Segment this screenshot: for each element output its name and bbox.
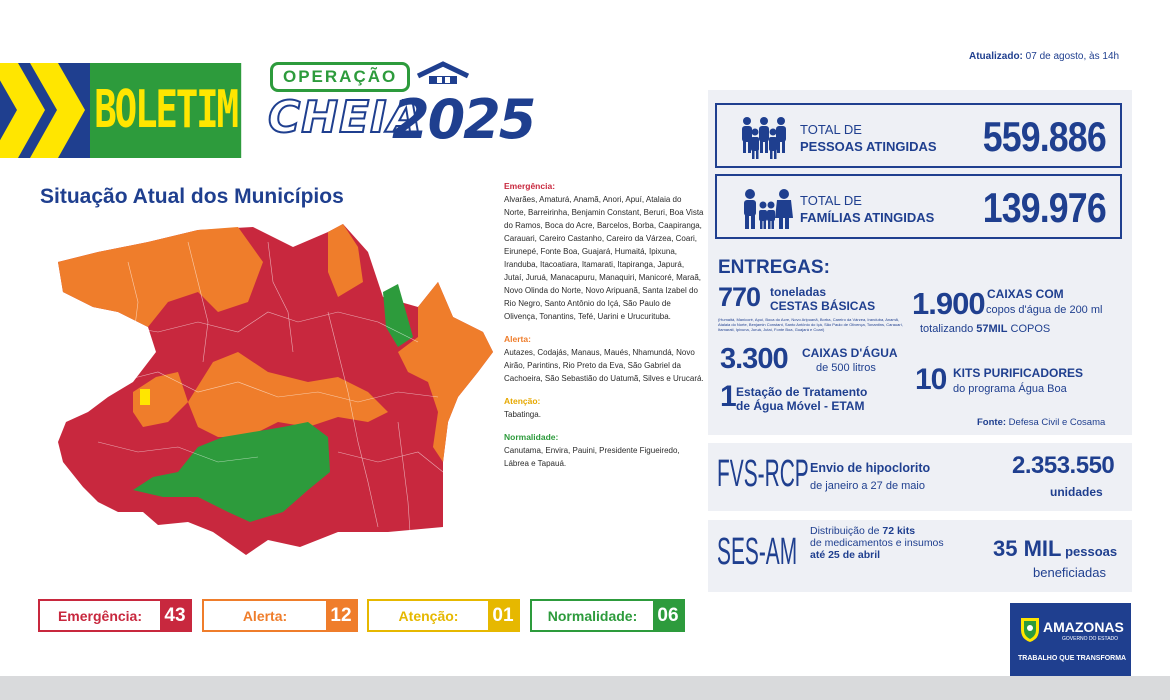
year-label: 2025: [392, 88, 535, 151]
house-icon: [414, 60, 472, 90]
fvs-line2: de janeiro a 27 de maio: [810, 480, 925, 492]
ses-org-label: SES-AM: [717, 531, 798, 573]
entregas-title: ENTREGAS:: [718, 257, 830, 278]
counter-alerta: Alerta: 12: [202, 599, 358, 632]
cestas-municipios: (Humaitá, Manicoré, Apuí, Boca do Acre, Novo Aripuanã, Borba, Careiro da Várzea, Iranduba, Anamã, Atalaia do Norte, Benjamin Constant, Santo Antônio do Içá, São Paulo de Olivença, Tonantins, Carauari, Itamarati, Ipixuna, Juruá, Jutaí, Fonte Boa, Guajará e Coari): [718, 317, 903, 332]
map-title: Situação Atual dos Municípios: [40, 185, 344, 208]
ses-value-line: 35 MIL pessoas: [993, 536, 1118, 561]
updated-info: Atualizado: 07 de agosto, às 14h: [969, 51, 1120, 62]
chevron-arrows-icon: [0, 63, 95, 158]
counter-normalidade: Normalidade: 06: [530, 599, 685, 632]
atencao-section: Atenção: Tabatinga.: [504, 396, 541, 419]
copos-title: CAIXAS COM: [987, 287, 1064, 301]
fvs-unit: unidades: [1050, 485, 1103, 499]
amazonas-logo: [1010, 603, 1131, 683]
ses-desc: Distribuição de 72 kits de medicamentos e insumos até 25 de abril: [810, 525, 944, 561]
fvs-org-label: FVS-RCP: [717, 453, 809, 495]
kits-desc: do programa Água Boa: [953, 383, 1067, 395]
logo-name: AMAZONAS: [1043, 619, 1124, 635]
copos-number: 1.900: [912, 286, 985, 321]
counter-emergencia: Emergência: 43: [38, 599, 192, 632]
pessoas-label: TOTAL DE PESSOAS ATINGIDAS: [800, 122, 937, 154]
caixas-number: 3.300: [720, 343, 788, 375]
boletim-title: BOLETIM: [90, 63, 241, 158]
family-icon: [741, 188, 793, 230]
copos-desc: copos d'água de 200 ml: [986, 304, 1103, 316]
familias-value: 139.976: [982, 184, 1106, 231]
coat-of-arms-icon: [1018, 615, 1042, 643]
pessoas-value: 559.886: [982, 113, 1106, 160]
caixas-desc: de 500 litros: [816, 362, 876, 374]
familias-box: [715, 174, 1122, 239]
alerta-section: Alerta: Autazes, Codajás, Manaus, Maués, Nhamundá, Novo Airão, Parintins, Rio Preto da Eva, São Gabriel da Cachoeira, São Sebastião do Uatumã, Silves e Urucará.: [504, 334, 704, 383]
caixas-title: CAIXAS D'ÁGUA: [802, 346, 898, 360]
operacao-label: OPERAÇÃO: [270, 62, 410, 92]
kits-number: 10: [915, 363, 947, 396]
source-note: Fonte: Defesa Civil e Cosama: [977, 417, 1106, 428]
region-atencao: [140, 389, 150, 405]
familias-label: TOTAL DE FAMÍLIAS ATINGIDAS: [800, 193, 935, 225]
pessoas-box: [715, 103, 1122, 168]
kits-title: KITS PURIFICADORES: [953, 366, 1084, 380]
fvs-line1: Envio de hipoclorito: [810, 461, 931, 475]
footer-bar: [0, 676, 1170, 700]
cestas-number: 770: [718, 282, 761, 312]
emergencia-section: Emergência: Alvarães, Amaturá, Anamã, Anori, Apuí, Atalaia do Norte, Barreirinha, Benjamin Constant, Beruri, Boa Vista do Ramos, Boca do Acre, Barcelos, Borba, Caapiranga, Carauari, Careiro Castanho, Careiro da Várzea, Coari, Eirunepé, Fonte Boa, Guajará, Humaitá, Ipixuna, Iranduba, Itacoatiara, Itamarati, Itapiranga, Japurá, Jutaí, Juruá, Manacapuru, Manaquiri, Manicoré, Maraã, Novo Olinda do Norte, Novo Aripuanã, Santa Izabel do Rio Negro, Santo Antônio do Içá, São Paulo de Olivença, Tonantins, Tefé, Uarini e Urucurituba.: [504, 181, 704, 321]
etam-number: 1: [720, 380, 736, 413]
normalidade-section: Normalidade: Canutama, Envira, Pauini, Presidente Figueiredo, Lábrea e Tapauá.: [504, 432, 680, 468]
cestas-label: toneladas CESTAS BÁSICAS: [770, 285, 876, 313]
counter-atencao: Atenção: 01: [367, 599, 520, 632]
logo-slogan: TRABALHO QUE TRANSFORMA: [1018, 655, 1127, 662]
people-group-icon: [737, 115, 792, 159]
amazonas-map: [38, 222, 500, 557]
copos-total: totalizando 57MIL COPOS: [920, 323, 1051, 335]
logo-sub: GOVERNO DO ESTADO: [1062, 636, 1119, 642]
fvs-value: 2.353.550: [1012, 452, 1115, 479]
cheia-word: CHEIA: [268, 92, 423, 143]
ses-unit2: beneficiadas: [1033, 565, 1106, 580]
legend-text-column: [504, 180, 704, 480]
etam-label: Estação de Tratamento de Água Móvel - ETAM: [736, 385, 868, 413]
